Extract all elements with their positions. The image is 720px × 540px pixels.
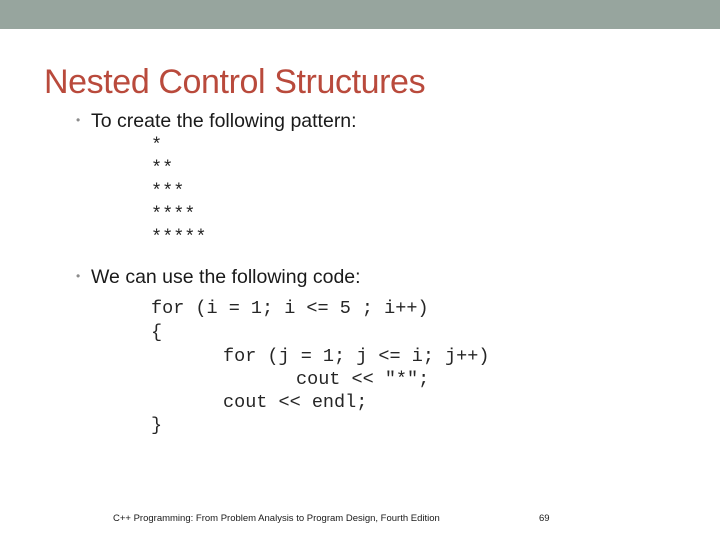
bullet-text: To create the following pattern: [91,110,357,132]
page-number: 69 [539,513,550,524]
pattern-line: ***** [151,227,207,248]
pattern-line: ** [151,158,174,179]
top-accent-bar [0,0,720,29]
pattern-line: * [151,135,163,156]
footer-citation: C++ Programming: From Problem Analysis to Program Design, Fourth Edition [113,513,440,524]
code-line: } [151,415,163,436]
code-line: for (i = 1; i <= 5 ; i++) [151,298,429,319]
bullet-dot-icon: • [76,269,81,283]
code-line: for (j = 1; j <= i; j++) [223,346,490,367]
bullet-code-intro [76,264,361,289]
bullet-dot-icon: • [76,113,81,127]
slide-title: Nested Control Structures [44,63,426,101]
code-line: cout << "*"; [296,369,430,390]
code-line: { [151,322,163,343]
pattern-line: **** [151,204,196,225]
bullet-pattern-intro [76,108,357,133]
code-line: cout << endl; [223,392,368,413]
pattern-line: *** [151,181,185,202]
bullet-text: We can use the following code: [91,266,361,288]
